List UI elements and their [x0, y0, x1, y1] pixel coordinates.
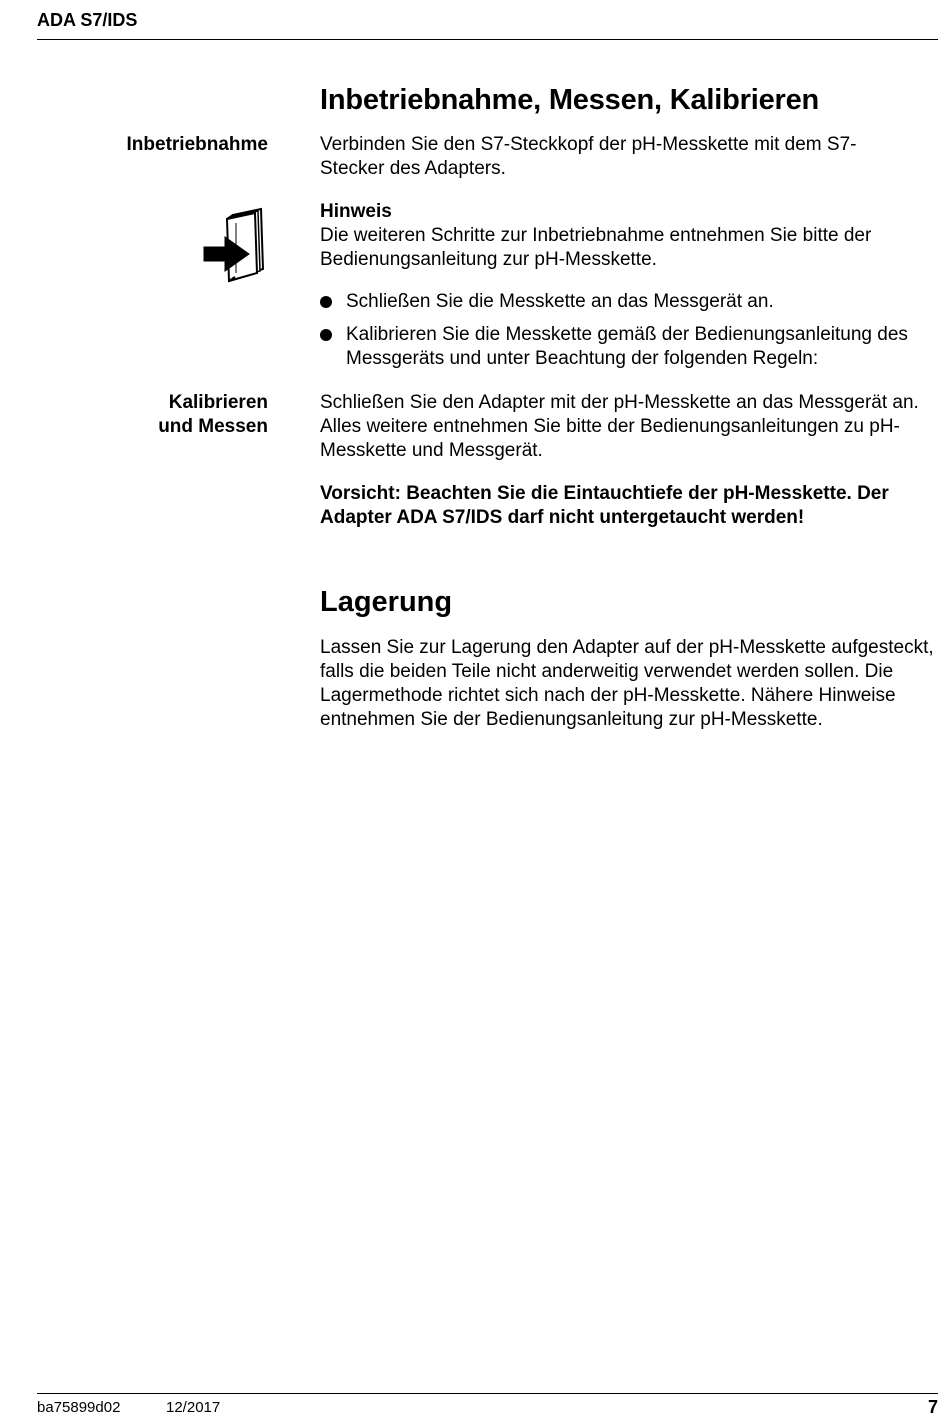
paragraph-calibrate: Schließen Sie den Adapter mit der pH-Messkette an das Messgerät an. Alles weitere entnehmen Sie bitte der Bedienungsanleitungen zu pH-Messkette und Messgerät.	[320, 392, 919, 461]
footer-doc-number: ba75899d02	[37, 1399, 121, 1416]
side-label-kalibrieren-line1: Kalibrieren	[168, 392, 268, 413]
footer-rule	[37, 1393, 938, 1394]
book-with-arrow-icon	[203, 207, 269, 283]
hint-text: Die weiteren Schritte zur Inbetriebnahme entnehmen Sie bitte der Bedienungsanleitung zur pH-Messkette.	[320, 225, 872, 270]
hint-title: Hinweis	[320, 201, 392, 222]
bullet-dot-icon	[320, 329, 332, 341]
page-number: 7	[927, 1397, 938, 1417]
side-label-inbetriebnahme: Inbetriebnahme	[126, 134, 268, 155]
side-label-kalibrieren	[158, 391, 268, 439]
caution-text: Vorsicht: Beachten Sie die Eintauchtiefe der pH-Messkette. Der Adapter ADA S7/IDS darf nicht untergetaucht werden!	[320, 483, 889, 528]
side-label-kalibrieren-line2: und Messen	[158, 416, 268, 437]
paragraph-connect: Verbinden Sie den S7-Steckkopf der pH-Messkette mit dem S7-Stecker des Adapters.	[320, 134, 857, 179]
footer-date: 12/2017	[166, 1399, 221, 1416]
header-rule	[37, 39, 938, 40]
list-item	[320, 323, 936, 371]
document-header-title: ADA S7/IDS	[37, 10, 138, 30]
list-item	[320, 290, 936, 314]
bullet-dot-icon	[320, 296, 332, 308]
paragraph-storage: Lassen Sie zur Lagerung den Adapter auf der pH-Messkette aufgesteckt, falls die beiden Teile nicht anderweitig verwendet werden sollen. Die Lagermethode richtet sich nach der pH-Messkette. Nähere Hinweise entnehmen Sie der Bedienungsanleitung zur pH-Messkette.	[320, 637, 934, 730]
section-heading-inbetriebnahme: Inbetriebnahme, Messen, Kalibrieren	[320, 84, 820, 116]
list-item-text: Schließen Sie die Messkette an das Messgerät an.	[346, 291, 774, 312]
section-heading-lagerung: Lagerung	[320, 586, 453, 618]
list-item-text: Kalibrieren Sie die Messkette gemäß der Bedienungsanleitung des Messgeräts und unter Beachtung der folgenden Regeln:	[346, 324, 908, 369]
